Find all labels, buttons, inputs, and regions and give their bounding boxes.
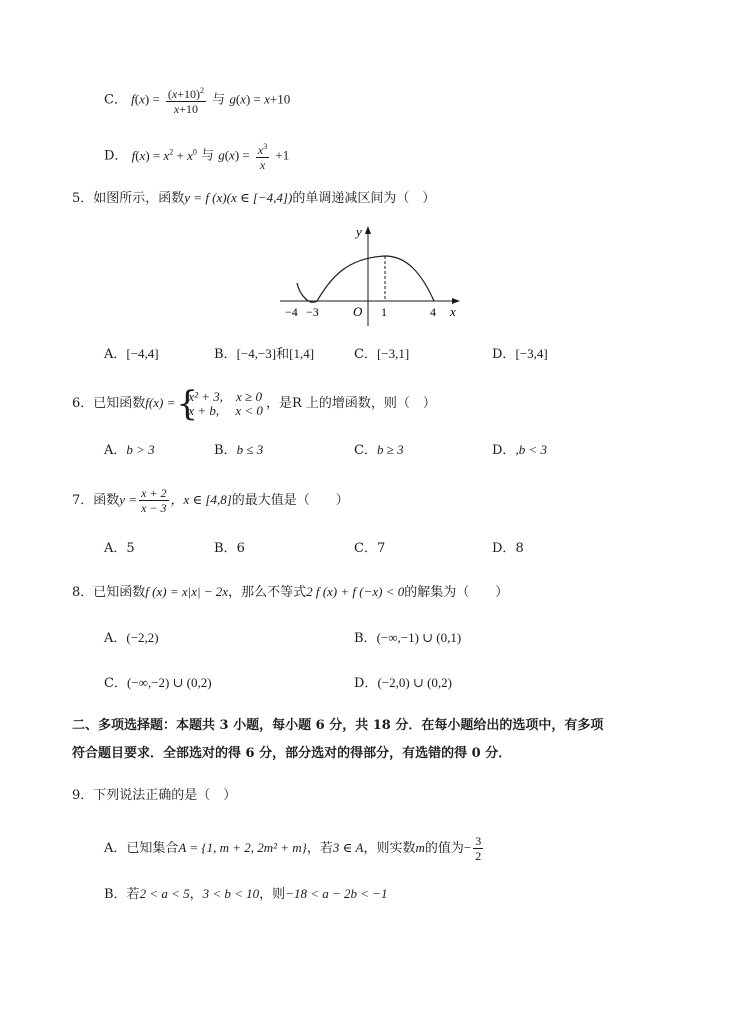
option-label: D． (492, 541, 516, 556)
q7-option-b (214, 539, 245, 559)
fraction-numerator: x + 2 (141, 486, 167, 500)
option-label: C． (354, 347, 377, 362)
section-heading-cont: 符合题目要求．全部选对的得 6 分，部分选对的得部分，有选错的得 0 分． (72, 746, 512, 761)
option-label: B． (214, 443, 237, 458)
section-heading: 二、多项选择题：本题共 3 小题，每小题 6 分，共 18 分．在每小题给出的选项中，有多项 (72, 718, 604, 733)
option-text: ，若 (306, 841, 333, 856)
q5-option-a (104, 344, 159, 365)
y-axis-label: y (356, 224, 362, 239)
q7-option-d (492, 539, 524, 559)
option-label: C． (104, 676, 127, 691)
option-label: D． (492, 443, 516, 458)
q6-stem (72, 388, 436, 418)
option-label: A． (104, 347, 127, 362)
option-value: 6 (236, 541, 245, 556)
option-text: ，则 (259, 887, 286, 902)
function-graph (276, 222, 476, 332)
math-expression: 2 < a < 5 (139, 886, 190, 901)
tick-label: −4 (285, 305, 298, 319)
tick-label: 1 (381, 305, 387, 319)
question-text: 的最大值是（ ） (231, 493, 349, 508)
question-text: 的单调递减区间为（ ） (292, 191, 436, 206)
math-expression: 2 f (x) + f (−x) < 0 (306, 584, 405, 599)
option-value: (−∞,−1) ∪ (0,1) (376, 630, 462, 645)
q8-option-c (104, 673, 212, 694)
question-text: 5．如图所示，函数 (72, 191, 185, 206)
fraction (139, 486, 168, 515)
q6-option-b (214, 440, 263, 461)
option-value: b ≤ 3 (236, 442, 264, 457)
q8-stem (72, 582, 508, 603)
minus-sign: − (463, 840, 472, 855)
math-expression: 3 < b < 10 (202, 886, 260, 901)
math-expression: A = {1, m + 2, 2m² + m} (178, 840, 307, 855)
option-label: A． (104, 443, 127, 458)
q4-option-c (104, 84, 291, 116)
option-text: A．已知集合 (104, 841, 179, 856)
question-text: 的解集为（ ） (404, 585, 509, 600)
fraction: $\frac{x^3}{x}$ (257, 142, 268, 172)
math-expression: g(x) = x+10 (229, 91, 291, 107)
function-curve (297, 256, 434, 302)
math-expression: f(x) = (145, 395, 176, 410)
q9-option-b (104, 884, 388, 905)
q7-option-a (104, 539, 135, 559)
q5-stem (72, 188, 435, 209)
math-expression: 3 ∈ A (332, 840, 364, 855)
q4-option-d (104, 140, 289, 172)
option-text: B．若 (104, 887, 140, 902)
q6-option-a (104, 440, 155, 461)
fraction (473, 834, 483, 863)
option-label: D． (492, 347, 516, 362)
case-line: { x² + 3, x ≥ 0 (188, 388, 262, 404)
question-text: 8．已知函数 (72, 585, 146, 600)
connector-text: 与 (212, 92, 226, 108)
question-text: 6．已知函数 (72, 396, 146, 411)
option-value: [−3,4] (515, 346, 548, 361)
math-expression: y = (119, 492, 138, 507)
math-expression: +1 (275, 147, 290, 163)
case-line: x + b, x < 0 (188, 402, 263, 418)
option-label: A． (104, 541, 127, 556)
option-label: A． (104, 631, 127, 646)
q7-option-c (354, 539, 385, 559)
x-axis-label: x (450, 304, 456, 319)
option-value: b ≥ 3 (376, 442, 404, 457)
y-axis-arrow (365, 226, 371, 234)
option-value: 8 (515, 541, 524, 556)
option-value: 7 (376, 541, 386, 556)
option-value: [−4,−3]和[1,4] (236, 346, 315, 361)
q8-option-d (354, 673, 452, 694)
tick-label: −3 (306, 305, 319, 319)
math-variable: m (415, 840, 425, 855)
q5-option-c (354, 344, 409, 365)
piecewise-function (178, 390, 263, 418)
math-expression: y = f (x)(x ∈ [−4,4]) (184, 190, 293, 205)
option-value: 5 (126, 541, 135, 556)
option-label: C． (354, 443, 377, 458)
option-value: [−3,1] (376, 346, 410, 361)
question-text: ，是R 上的增函数，则（ ） (265, 396, 436, 411)
origin-label: O (353, 304, 363, 319)
math-expression: $f(x) = x^2 + x^0$ (131, 147, 197, 163)
connector-text: 与 (201, 148, 215, 164)
option-label: B． (214, 347, 237, 362)
math-expression: f (x) = x|x| − 2x (145, 584, 229, 599)
fraction-denominator: 2 (475, 849, 482, 863)
option-text: ， (189, 887, 203, 902)
q6-option-c (354, 440, 404, 461)
option-label: C． (104, 92, 127, 108)
option-value: (−2,0) ∪ (0,2) (377, 675, 452, 690)
option-text: 的值为 (424, 841, 464, 856)
fraction-denominator: x − 3 (141, 501, 167, 515)
q9-stem: 9．下列说法正确的是（ ） (72, 788, 237, 803)
q6-option-d (492, 440, 547, 461)
question-text: 7．函数 (72, 493, 120, 508)
question-text: ，那么不等式 (228, 585, 307, 600)
option-value: (−∞,−2) ∪ (0,2) (126, 675, 212, 690)
option-value: (−2,2) (126, 630, 159, 645)
math-expression: f(x) = (131, 91, 160, 107)
option-value: b > 3 (126, 442, 155, 457)
option-label: B． (214, 541, 237, 556)
option-label: C． (354, 541, 377, 556)
option-label: D． (354, 676, 378, 691)
q5-option-b (214, 344, 314, 365)
q8-option-a (104, 628, 159, 649)
fraction-numerator: 3 (475, 834, 482, 848)
math-expression: ，x ∈ [4,8] (170, 492, 232, 507)
q9-option-a (104, 832, 485, 864)
option-value: ,b < 3 (515, 442, 547, 457)
q5-option-d (492, 344, 548, 365)
option-value: [−4,4] (126, 346, 159, 361)
option-label: D． (104, 148, 128, 164)
q7-stem (72, 484, 349, 516)
option-text: ，则实数 (363, 841, 416, 856)
option-label: B． (354, 631, 377, 646)
math-expression: −18 < a − 2b < −1 (285, 886, 388, 901)
math-expression: g(x) = (218, 147, 250, 163)
tick-label: 4 (430, 305, 436, 319)
fraction: $\frac{(x+10)^2}{x+10}$ (167, 86, 205, 116)
q8-option-b (354, 628, 461, 649)
